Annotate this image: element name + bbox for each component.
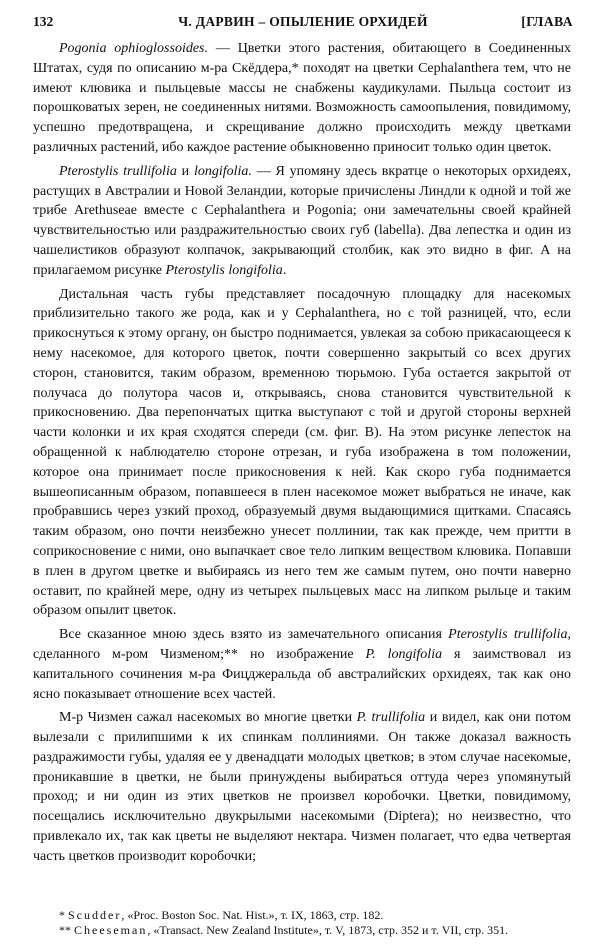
paragraph-text: М-р Чизмен сажал насекомых во многие цветки: [59, 710, 357, 726]
running-title: Ч. ДАРВИН – ОПЫЛЕНИЕ ОРХИДЕЙ: [178, 14, 428, 29]
footnote: [33, 923, 571, 938]
footnotes: [33, 908, 571, 937]
species-name: Pterostylis longifolia: [165, 262, 283, 278]
paragraph-pogonia: [33, 39, 571, 158]
footnote-text: , «Transact. New Zealand Institute», т. V, 1873, стр. 352 и т. VII, стр. 351.: [147, 922, 509, 937]
species-name: P. longifolia: [365, 646, 443, 662]
footnote-author: Cheeseman: [74, 922, 148, 937]
footnote: [33, 908, 571, 923]
species-name: Pterostylis trullifolia: [59, 163, 177, 179]
paragraph-text: Все сказанное мною здесь взято из замечательного описания: [59, 627, 449, 643]
paragraph-text: и видел, как они потом вылезали с прилипшими к их спинкам поллиниями. Он также доказал важность раздражимости губы, удаляя ее у двенадцати молодых цветков; в этом случае насекомые, проникавшие в цветки, не были принуждены выбираться оттуда через упомянутый проход; и ни один из этих цветков не произвел коробочки. Цветки, повидимому, посещались исключительно двукрылыми насекомыми (Diptera); но неизвестно, что привлекало их, так как цветы не выделяют нектара. Чизмен полагает, что едва четвертая часть цветков производит коробочки;: [33, 710, 571, 864]
footnote-mark: *: [59, 908, 68, 922]
species-join: и: [176, 163, 194, 179]
chapter-mark: [ГЛАВА: [521, 14, 573, 29]
species-name: Pogonia ophioglossoides.: [59, 41, 209, 56]
body-text: [33, 39, 571, 867]
paragraph-text: я заимствовал из капитального сочинения м-ра Фицджеральда об австралийских орхидеях, так как оно ясно показывает отношение всех частей.: [33, 646, 571, 702]
paragraph-text: .: [282, 262, 287, 278]
species-name: P. trullifolia: [356, 710, 426, 726]
footnote-text: , «Proc. Boston Soc. Nat. Hist.», т. IX, 1863, стр. 182.: [121, 908, 384, 922]
paragraph-text: — Цветки этого растения, обитающего в Соединенных Штатах, судя по описанию м-ра Скёддера,* походят на цветки Cephalanthera тем, что не имеют клювика и пыльцевые массы не снабжены каудикулами. Пыльца состоит из порошковатых зерен, не соединенных нитями. Возможность самоопыления, повидимому, успешно предотвращена, и скрещивание должно происходить между цветками различных растений, ибо каждое растение обыкновенно приносит только один цветок.: [33, 41, 572, 155]
page-header: [33, 14, 573, 34]
paragraph-text: , сделанного м-ром Чизменом;** но изображение: [33, 627, 571, 662]
paragraph-text: Дистальная часть губы представляет посадочную площадку для насекомых приблизительно такого же рода, как и у Cephalanthera, но с той разницей, что, если прикоснуться к этому органу, он быстро поднимается, увлекая за собою прикасающееся к нему насекомое, для которого цветок, почти совершенно закрытый со всех других сторон, становится, таким образом, временною тюрьмою. Губа остается закрытой от получаса до полутора часов и, открываясь, снова становится чувствительной к прикосновению. Два перепончатых щитка выступают с той и другой стороны верхней части колонки и их края сходятся спереди (см. фиг. В). На этом рисунке лепесток на обращенной к наблюдателю стороне отрезан, и губа изображена в том положении, которое она принимает после прикосновения к ней. Как скоро губа поднимается вышеописанным образом, попавшееся в плен насекомое может выбраться не иначе, как пробравшись через узкий проход, образуемый двумя выдающимися щитками. Спасаясь таким образом, оно почти неизбежно унесет поллинии, так как прежде, чем притти в соприкосновение с ними, оно выпачкает свое тело липким веществом клювика. Попавши в плен в другом цветке и выбираясь из него тем же самым путем, оно почти наверно оставит, по крайней мере, одну из четырех пыльцевых масс на липком рыльце и таким образом опылит цветок.: [33, 286, 571, 619]
species-name: Pterostylis trullifolia: [448, 627, 568, 643]
footnote-author: Scudder: [68, 908, 122, 922]
species-name: longifolia.: [193, 163, 252, 179]
paragraph-cheeseman: [33, 708, 571, 866]
paragraph-text: — Я упомяну здесь вкратце о некоторых орхидеях, растущих в Австралии и Новой Зеландии, которые причислены Линдли к одной и той же трибе Arethuseae вместе с Cephalanthera и Pogonia; они замечательны своей крайней чувствительностью или раздражительностью своих губ (labella). Два лепестка и один из чашелистиков образуют колпачок, закрывающий столбик, как это видно в фиг. А на прилагаемом рисунке: [33, 163, 571, 278]
page-number: 132: [33, 14, 54, 29]
paragraph-labellum: [33, 285, 571, 622]
paragraph-pterostylis: [33, 162, 571, 281]
paragraph-source: [33, 625, 571, 704]
footnote-mark: **: [59, 922, 74, 937]
